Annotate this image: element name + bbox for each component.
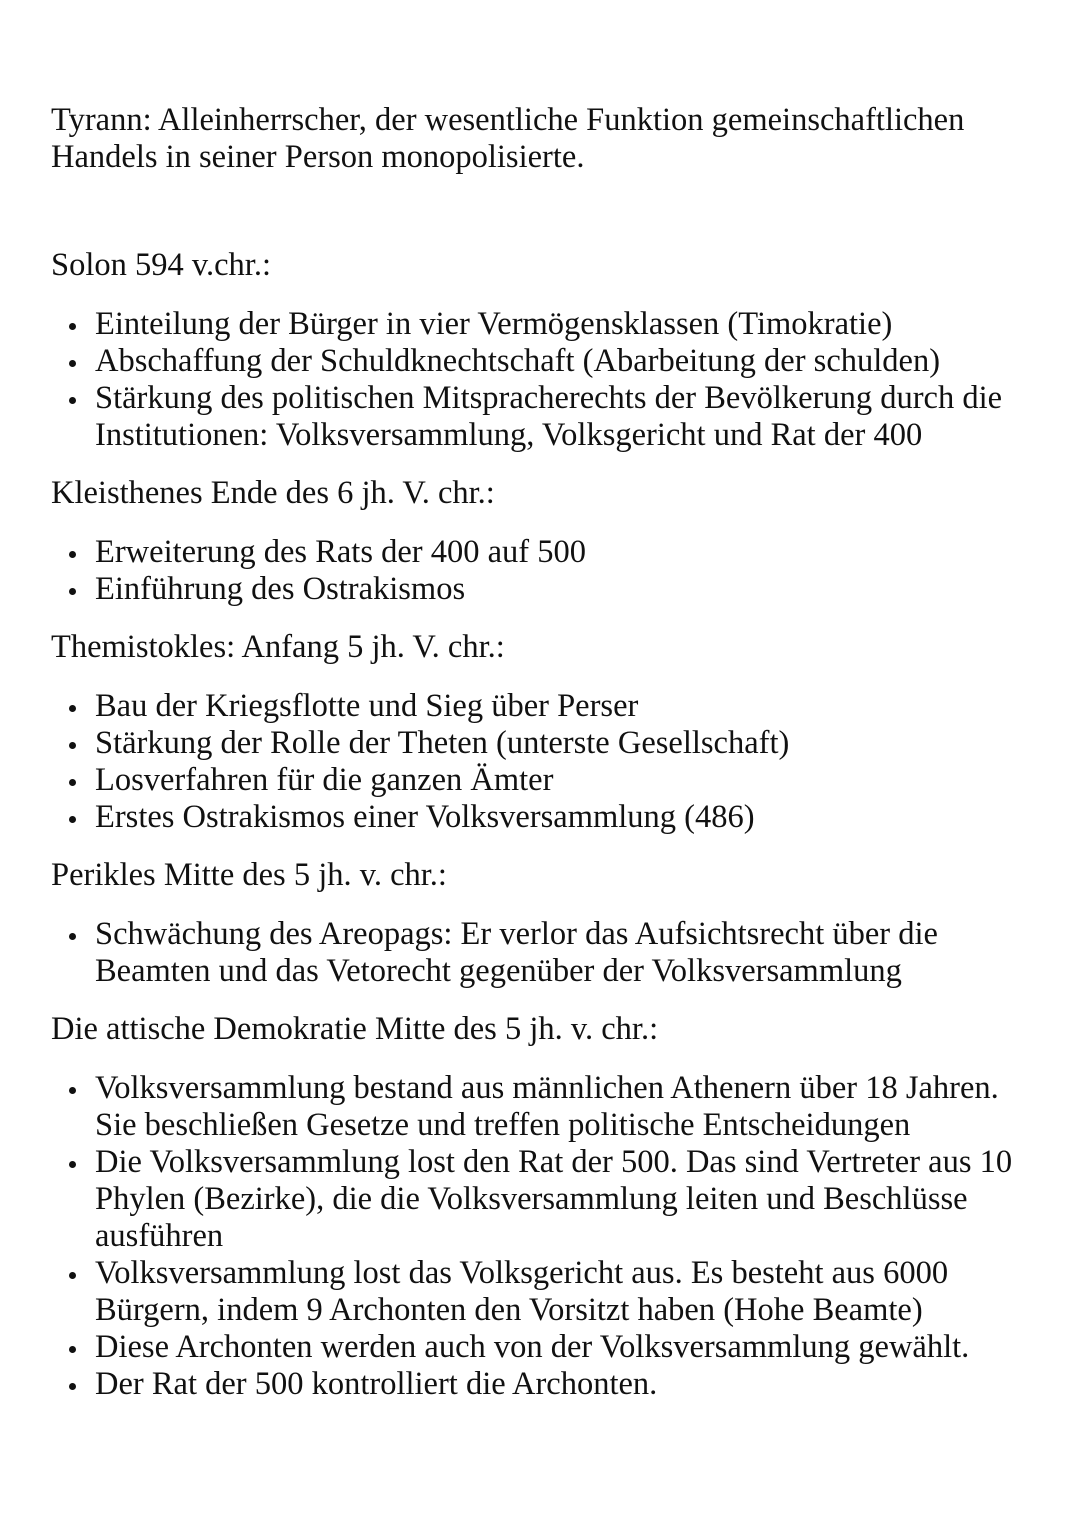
list-item: Volksversammlung lost das Volksgericht aus. Es besteht aus 6000 Bürgern, indem 9 Archonten den Vorsitzt haben (Hohe Beamte)	[51, 1255, 1040, 1329]
list-item: Losverfahren für die ganzen Ämter	[51, 762, 1040, 799]
section-heading-perikles: Perikles Mitte des 5 jh. v. chr.:	[51, 857, 447, 893]
list-item: Der Rat der 500 kontrolliert die Archonten.	[51, 1366, 1040, 1403]
list-item: Einteilung der Bürger in vier Vermögensklassen (Timokratie)	[51, 306, 1040, 343]
list-item: Erweiterung des Rats der 400 auf 500	[51, 534, 1040, 571]
list-item: Bau der Kriegsflotte und Sieg über Perser	[51, 688, 1040, 725]
section-heading-solon: Solon 594 v.chr.:	[51, 247, 271, 283]
section-heading-attische-demokratie: Die attische Demokratie Mitte des 5 jh. v. chr.:	[51, 1011, 659, 1047]
bullet-list-themistokles	[51, 688, 1040, 836]
list-item: Einführung des Ostrakismos	[51, 571, 1040, 608]
section-heading-themistokles: Themistokles: Anfang 5 jh. V. chr.:	[51, 629, 505, 665]
bullet-list-kleisthenes	[51, 534, 1040, 608]
intro-paragraph: Tyrann: Alleinherrscher, der wesentliche Funktion gemeinschaftlichen Handels in seiner Person monopolisierte.	[51, 102, 965, 175]
bullet-list-solon	[51, 306, 1040, 454]
section-heading-kleisthenes: Kleisthenes Ende des 6 jh. V. chr.:	[51, 475, 495, 511]
list-item: Volksversammlung bestand aus männlichen Athenern über 18 Jahren. Sie beschließen Gesetze und treffen politische Entscheidungen	[51, 1070, 1040, 1144]
list-item: Erstes Ostrakismos einer Volksversammlung (486)	[51, 799, 1040, 836]
list-item: Stärkung des politischen Mitspracherechts der Bevölkerung durch die Institutionen: Volksversammlung, Volksgericht und Rat der 400	[51, 380, 1040, 454]
list-item: Diese Archonten werden auch von der Volksversammlung gewählt.	[51, 1329, 1040, 1366]
list-item: Abschaffung der Schuldknechtschaft (Abarbeitung der schulden)	[51, 343, 1040, 380]
list-item: Schwächung des Areopags: Er verlor das Aufsichtsrecht über die Beamten und das Vetorecht gegenüber der Volksversammlung	[51, 916, 1040, 990]
list-item: Die Volksversammlung lost den Rat der 500. Das sind Vertreter aus 10 Phylen (Bezirke), die die Volksversammlung leiten und Beschlüsse ausführen	[51, 1144, 1040, 1255]
bullet-list-perikles	[51, 916, 1040, 990]
list-item: Stärkung der Rolle der Theten (unterste Gesellschaft)	[51, 725, 1040, 762]
bullet-list-attische-demokratie	[51, 1070, 1040, 1403]
